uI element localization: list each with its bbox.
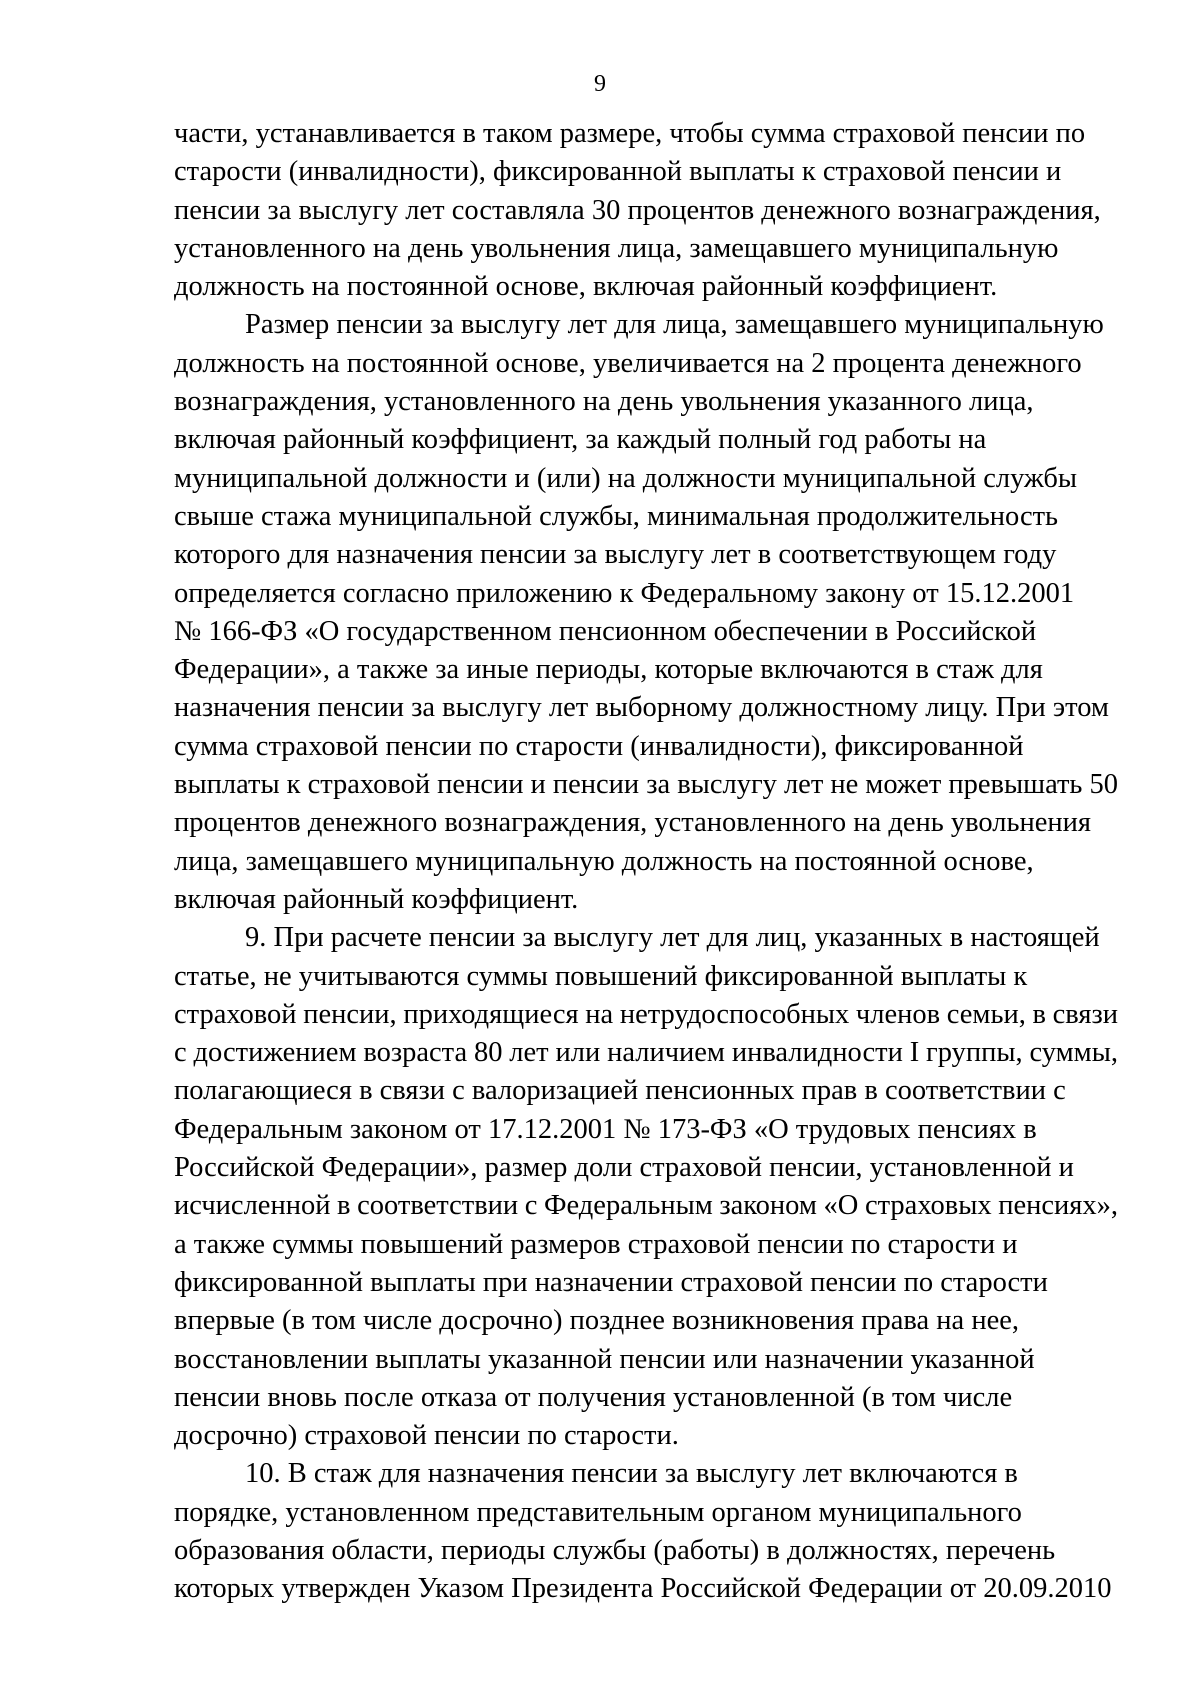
text-line: процентов денежного вознаграждения, установленного на день увольнения: [174, 807, 1091, 839]
text-line: впервые (в том числе досрочно) позднее возникновения права на нее,: [174, 1305, 1019, 1337]
page-number: 9: [594, 71, 606, 97]
paragraph-item-9: [174, 919, 1118, 1455]
text-line: восстановлении выплаты указанной пенсии или назначении указанной: [174, 1343, 1035, 1375]
text-line: Федерации», а также за иные периоды, которые включаются в стаж для: [174, 654, 1043, 686]
text-line: 9. При расчете пенсии за выслугу лет для лиц, указанных в настоящей: [245, 922, 1100, 954]
text-line: включая районный коэффициент, за каждый полный год работы на: [174, 424, 987, 456]
text-line: определяется согласно приложению к Федеральному закону от 15.12.2001: [174, 577, 1075, 609]
text-line: муниципальной должности и (или) на должности муниципальной службы: [174, 462, 1077, 494]
text-line: установленного на день увольнения лица, замещавшего муниципальную: [174, 232, 1059, 264]
text-line: вознаграждения, установленного на день увольнения указанного лица,: [174, 386, 1034, 418]
text-line: части, устанавливается в таком размере, чтобы сумма страховой пенсии по: [174, 118, 1086, 149]
text-line: выплаты к страховой пенсии и пенсии за выслугу лет не может превышать 50: [174, 769, 1118, 801]
text-line: статье, не учитываются суммы повышений фиксированной выплаты к: [174, 960, 1028, 992]
text-line: досрочно) страховой пенсии по старости.: [174, 1420, 679, 1452]
text-line: которого для назначения пенсии за выслугу лет в соответствующем году: [174, 539, 1057, 571]
paragraph-item-10: [174, 1455, 1118, 1608]
text-line: порядке, установленном представительным органом муниципального: [174, 1496, 1022, 1528]
text-line: должность на постоянной основе, увеличивается на 2 процента денежного: [174, 347, 1082, 379]
text-line: пенсии вновь после отказа от получения установленной (в том числе: [174, 1381, 1013, 1413]
text-line: полагающиеся в связи с валоризацией пенсионных прав в соответствии с: [174, 1075, 1066, 1107]
text-line: фиксированной выплаты при назначении страховой пенсии по старости: [174, 1266, 1048, 1298]
text-line: 10. В стаж для назначения пенсии за выслугу лет включаются в: [245, 1458, 1018, 1490]
text-line: а также суммы повышений размеров страховой пенсии по старости и: [174, 1228, 1018, 1260]
text-line: с достижением возраста 80 лет или наличием инвалидности I группы, суммы,: [174, 1037, 1118, 1069]
text-line: пенсии за выслугу лет составляла 30 процентов денежного вознаграждения,: [174, 194, 1101, 226]
text-line: старости (инвалидности), фиксированной выплаты к страховой пенсии и: [174, 156, 1062, 188]
text-line: лица, замещавшего муниципальную должность на постоянной основе,: [174, 845, 1034, 877]
text-line: должность на постоянной основе, включая районный коэффициент.: [174, 271, 998, 303]
text-line: Размер пенсии за выслугу лет для лица, замещавшего муниципальную: [245, 309, 1104, 341]
text-line: включая районный коэффициент.: [174, 883, 579, 915]
text-line: страховой пенсии, приходящиеся на нетрудоспособных членов семьи, в связи: [174, 998, 1118, 1030]
text-line: сумма страховой пенсии по старости (инвалидности), фиксированной: [174, 730, 1024, 762]
document-body: [174, 115, 1118, 1609]
paragraph-continuation: [174, 115, 1118, 306]
paragraph-pension-size: [174, 306, 1118, 919]
text-line: свыше стажа муниципальной службы, минимальная продолжительность: [174, 500, 1059, 532]
text-line: образования области, периоды службы (работы) в должностях, перечень: [174, 1534, 1056, 1566]
text-line: Российской Федерации», размер доли страховой пенсии, установленной и: [174, 1152, 1074, 1184]
text-line: которых утвержден Указом Президента Российской Федерации от 20.09.2010: [174, 1573, 1112, 1605]
text-line: назначения пенсии за выслугу лет выборному должностному лицу. При этом: [174, 692, 1109, 724]
text-line: № 166-ФЗ «О государственном пенсионном обеспечении в Российской: [174, 615, 1037, 647]
text-line: Федеральным законом от 17.12.2001 № 173-ФЗ «О трудовых пенсиях в: [174, 1113, 1037, 1145]
text-line: исчисленной в соответствии с Федеральным законом «О страховых пенсиях»,: [174, 1190, 1118, 1222]
